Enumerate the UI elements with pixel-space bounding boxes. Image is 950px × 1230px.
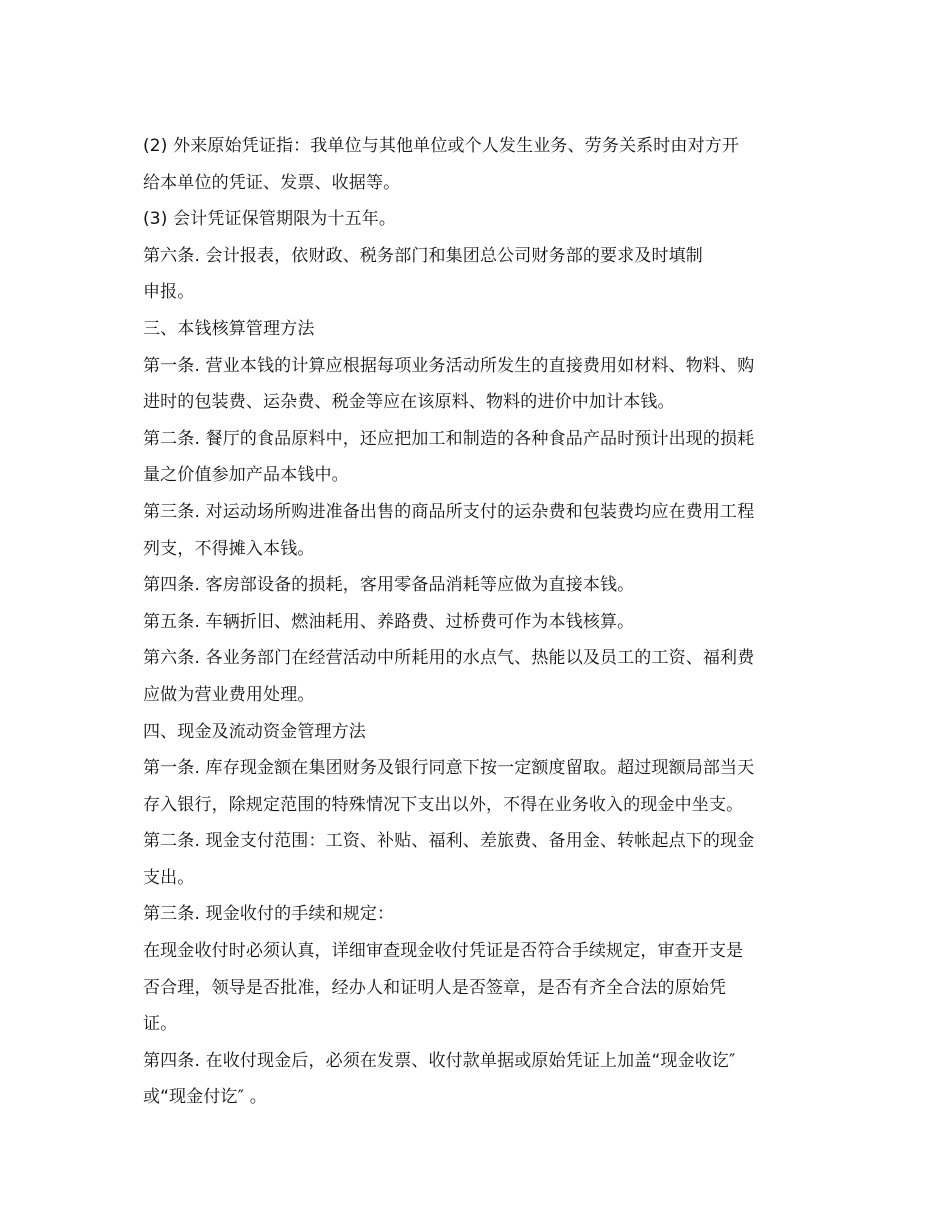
text-line: 量之价值参加产品本钱中。 [143, 465, 349, 486]
text-line: 应做为营业费用处理。 [143, 684, 315, 705]
text-line: 在现金收付时必须认真，详细审查现金收付凭证是否符合手续规定，审查开支是 [143, 941, 744, 962]
text-line: (3) 会计凭证保管期限为十五年。 [143, 209, 397, 230]
text-line: 第一条. 营业本钱的计算应根据每项业务活动所发生的直接费用如材料、物料、购 [143, 355, 755, 376]
text-line: (2) 外来原始凭证指：我单位与其他单位或个人发生业务、劳务关系时由对方开 [143, 136, 740, 156]
text-line: 第六条. 会计报表，依财政、税务部门和集团总公司财务部的要求及时填制 [143, 245, 703, 266]
text-line: 申报。 [143, 282, 195, 303]
section-heading: 三、本钱核算管理方法 [143, 318, 315, 339]
text-line: 第四条. 客房部设备的损耗，客用零备品消耗等应做为直接本钱。 [143, 575, 635, 596]
document-body [143, 128, 823, 1116]
text-line: 第五条. 车辆折旧、燃油耗用、养路费、过桥费可作为本钱核算。 [143, 611, 635, 632]
text-line: 第六条. 各业务部门在经营活动中所耗用的水点气、热能以及员工的工资、福利费 [143, 648, 755, 669]
text-line: 支出。 [143, 867, 195, 888]
text-line: 第一条. 库存现金额在集团财务及银行同意下按一定额度留取。超过现额局部当天 [143, 758, 755, 779]
text-line: 给本单位的凭证、发票、收据等。 [143, 172, 401, 193]
text-line: 第三条. 现金收付的手续和规定： [143, 904, 395, 925]
text-line: 或“现金付讫″ 。 [143, 1087, 267, 1108]
text-line: 第二条. 现金支付范围：工资、补贴、福利、差旅费、备用金、转帐起点下的现金 [143, 831, 755, 852]
text-line: 进时的包装费、运杂费、税金等应在该原料、物料的进价中加计本钱。 [143, 392, 675, 413]
text-line: 第四条. 在收付现金后，必须在发票、收付款单据或原始凭证上加盖“现金收讫″ [143, 1050, 736, 1071]
text-line: 列支，不得摊入本钱。 [143, 538, 315, 559]
section-heading: 四、现金及流动资金管理方法 [143, 721, 366, 742]
text-line: 第三条. 对运动场所购进准备出售的商品所支付的运杂费和包装费均应在费用工程 [143, 501, 755, 522]
text-line: 否合理，领导是否批准，经办人和证明人是否签章，是否有齐全合法的原始凭 [143, 977, 727, 998]
text-line: 第二条. 餐厅的食品原料中，还应把加工和制造的各种食品产品时预计出现的损耗 [143, 428, 755, 449]
text-line: 证。 [143, 1014, 178, 1035]
text-line: 存入银行，除规定范围的特殊情况下支出以外，不得在业务收入的现金中坐支。 [143, 794, 744, 815]
